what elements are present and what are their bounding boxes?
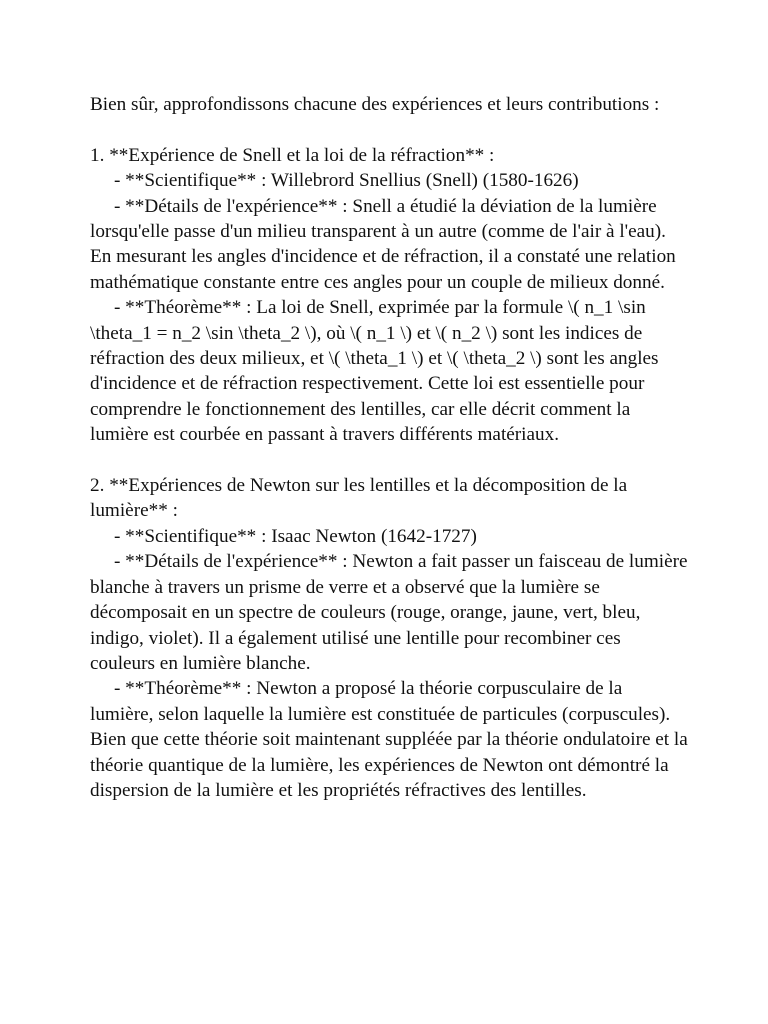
section-2-item-scientist <box>90 524 690 549</box>
paragraph-gap <box>90 448 690 473</box>
paragraph-gap <box>90 117 690 142</box>
section-2-item-details <box>90 549 693 676</box>
section-1-item-details-text: - **Détails de l'expérience** : Snell a étudié la déviation de la lumière lorsqu'elle passe d'un milieu transparent à un autre (comme de l'air à l'eau). En mesurant les angles d'incidence et de réfraction, il a constaté une relation mathématique constante entre ces angles pour un couple de milieux donné. <box>90 195 681 293</box>
section-2-item-theorem <box>90 676 693 803</box>
section-2-item-theorem-text: - **Théorème** : Newton a proposé la théorie corpusculaire de la lumière, selon laquelle la lumière est constituée de particules (corpuscules). Bien que cette théorie soit maintenant suppléée par la théorie ondulatoire et la théorie quantique de la lumière, les expériences de Newton ont démontré la dispersion de la lumière et les propriétés réfractives des lentilles. <box>90 678 693 801</box>
section-2-heading: 2. **Expériences de Newton sur les lentilles et la décomposition de la lumière** : <box>90 475 632 522</box>
section-2-item-scientist-text: - **Scientifique** : Isaac Newton (1642-1727) <box>114 525 477 547</box>
intro-paragraph: Bien sûr, approfondissons chacune des expériences et leurs contributions : <box>90 94 660 115</box>
section-1-item-theorem-text: - **Théorème** : La loi de Snell, exprimée par la formule \( n_1 \sin \theta_1 = n_2 \sin \theta_2 \), où \( n_1 \) et \( n_2 \) sont les indices de réfraction des deux milieux, et \( \theta_1 \) et \( \theta_2 \) sont les angles d'incidence et de réfraction respectivement. Cette loi est essentielle pour comprendre le fonctionnement des lentilles, car elle décrit comment la lumière est courbée en passant à travers différents matériaux. <box>90 297 664 446</box>
section-2-item-details-text: - **Détails de l'expérience** : Newton a fait passer un faisceau de lumière blanche à travers un prisme de verre et a observé que la lumière se décomposait en un spectre de couleurs (rouge, orange, jaune, vert, bleu, indigo, violet). Il a également utilisé une lentille pour recombiner ces couleurs en lumière blanche. <box>90 551 693 674</box>
document-page <box>90 92 693 803</box>
section-1-heading: 1. **Expérience de Snell et la loi de la réfraction** : <box>90 144 495 166</box>
section-1-item-scientist <box>90 168 690 193</box>
section-1-item-scientist-text: - **Scientifique** : Willebrord Snellius (Snell) (1580-1626) <box>114 170 579 192</box>
section-1-item-details <box>90 194 690 296</box>
section-1-item-theorem <box>90 295 690 447</box>
